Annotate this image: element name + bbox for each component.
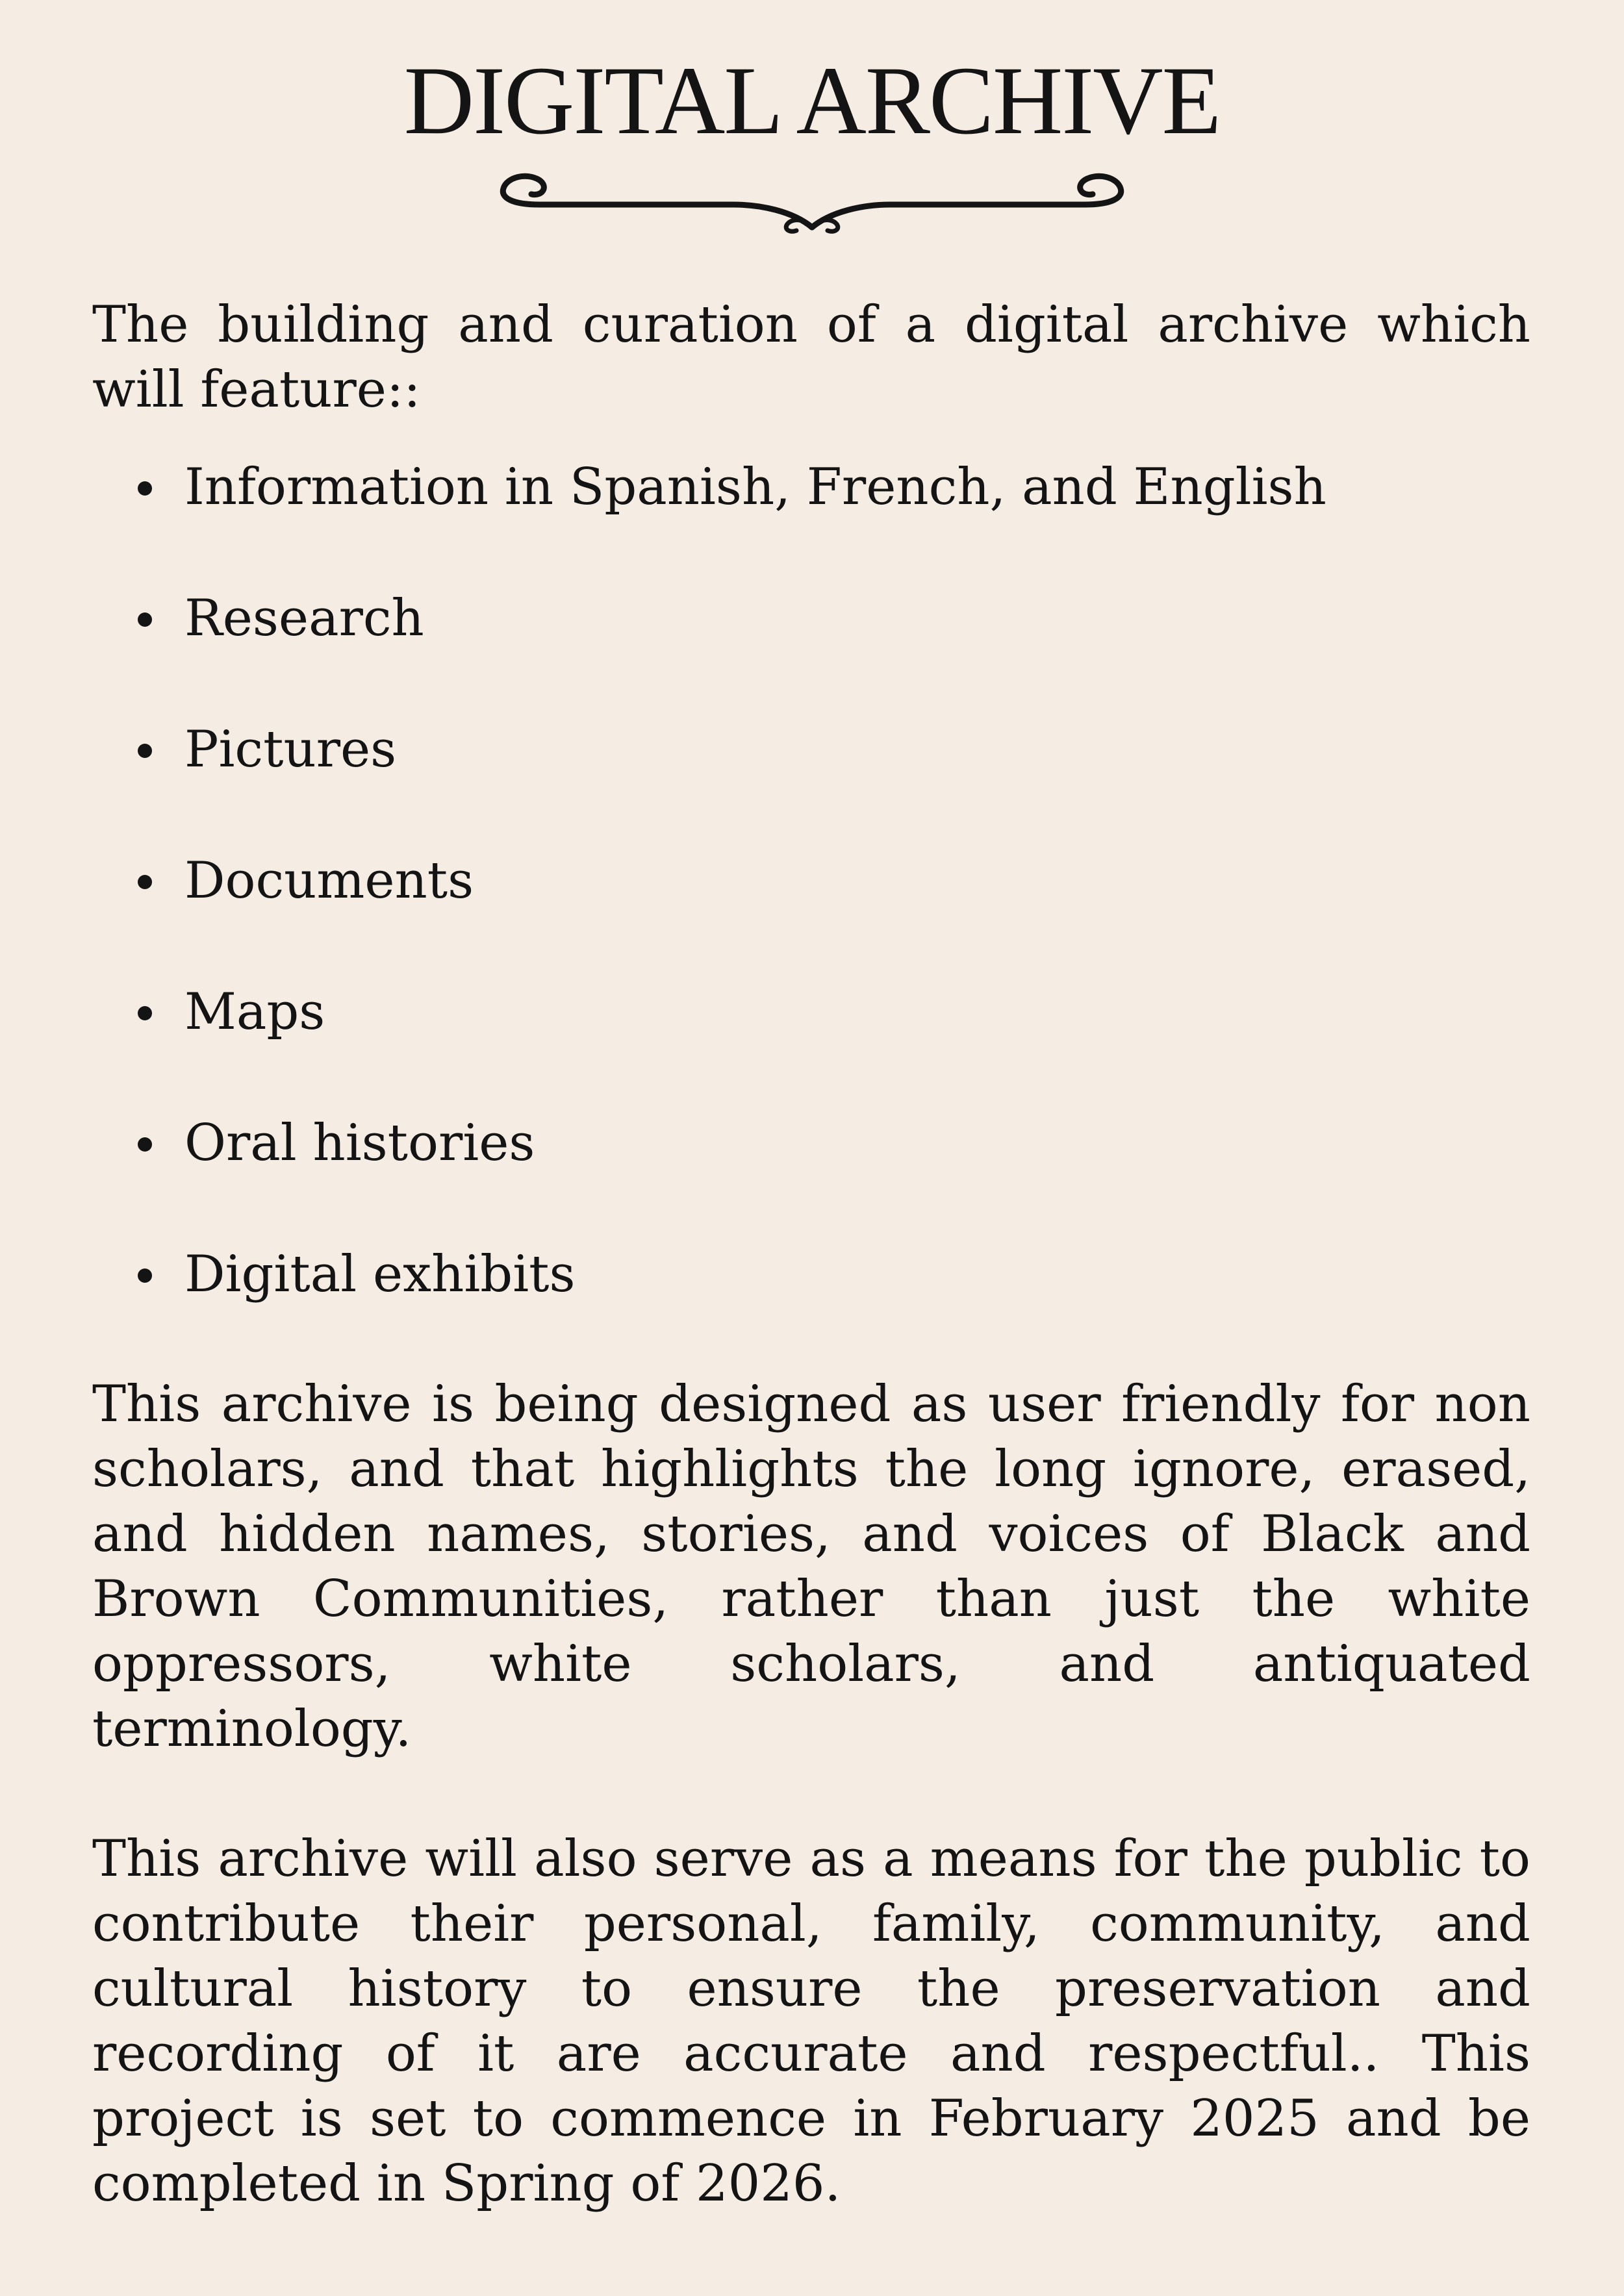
list-item-label: Documents xyxy=(184,852,474,910)
flourish-divider-icon xyxy=(487,166,1137,237)
design-paragraph: This archive is being designed as user friendly for non scholars, and that highlights the long ignore, erased, and hidden names, stories, and voices of Black and Brown Communities, rather than just the white oppressors, white scholars, and antiquated terminology. xyxy=(92,1375,1530,1758)
list-item xyxy=(184,979,1530,1045)
list-item xyxy=(184,455,1530,520)
list-item xyxy=(184,717,1530,783)
feature-list xyxy=(92,455,1530,1307)
intro-paragraph: The building and curation of a digital archive which will feature:: xyxy=(92,296,1530,419)
list-item-label: Oral histories xyxy=(184,1114,535,1172)
list-item xyxy=(184,848,1530,914)
list-item xyxy=(184,1242,1530,1307)
list-item xyxy=(184,1111,1530,1176)
bullet-dot-icon xyxy=(138,1006,152,1020)
list-item-label: Maps xyxy=(184,983,325,1041)
bullet-dot-icon xyxy=(138,481,152,496)
bullet-dot-icon xyxy=(138,875,152,889)
list-item xyxy=(184,586,1530,651)
bullet-dot-icon xyxy=(138,744,152,758)
document-body xyxy=(92,292,1530,2216)
public-contribution-paragraph: This archive will also serve as a means for the public to contribute their personal, family, community, and cultural history to ensure the preservation and recording of it are accurate and respectful.. This project is set to commence in February 2025 and be completed in Spring of 2026. xyxy=(92,1830,1530,2213)
bullet-dot-icon xyxy=(138,612,152,627)
bullet-dot-icon xyxy=(138,1268,152,1283)
list-item-label: Pictures xyxy=(184,720,397,779)
list-item-label: Information in Spanish, French, and English xyxy=(184,458,1326,516)
list-item-label: Digital exhibits xyxy=(184,1245,576,1304)
page-title: DIGITAL ARCHIVE xyxy=(403,47,1221,155)
bullet-dot-icon xyxy=(138,1137,152,1152)
list-item-label: Research xyxy=(184,589,424,648)
